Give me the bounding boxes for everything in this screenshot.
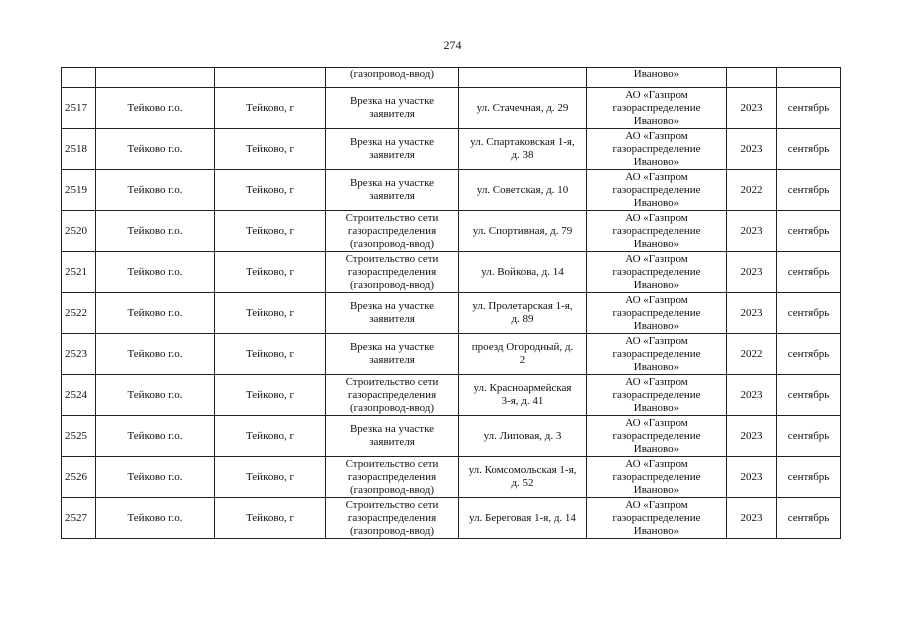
work-type-cell: Врезка на участке заявителя — [326, 88, 459, 129]
locality-cell: Тейково, г — [215, 252, 326, 293]
table-row — [62, 88, 841, 129]
organization-cell: АО «Газпром газораспределение Иваново» — [587, 252, 727, 293]
table-row — [62, 334, 841, 375]
row-number-cell: 2524 — [62, 375, 96, 416]
table-row — [62, 170, 841, 211]
table-row — [62, 293, 841, 334]
locality-cell: Тейково, г — [215, 170, 326, 211]
work-type-cell: Строительство сети газораспределения (газопровод-ввод) — [326, 211, 459, 252]
organization-cell: АО «Газпром газораспределение Иваново» — [587, 416, 727, 457]
address-cell: ул. Красноармейская 3-я, д. 41 — [459, 375, 587, 416]
municipality-cell: Тейково г.о. — [96, 416, 215, 457]
organization-cell: АО «Газпром газораспределение Иваново» — [587, 88, 727, 129]
municipality-cell: Тейково г.о. — [96, 88, 215, 129]
table-row — [62, 416, 841, 457]
work-type-cell: Строительство сети газораспределения (газопровод-ввод) — [326, 498, 459, 539]
organization-cell: Иваново» — [587, 68, 727, 88]
month-cell: сентябрь — [777, 293, 841, 334]
month-cell: сентябрь — [777, 129, 841, 170]
year-cell: 2023 — [727, 457, 777, 498]
row-number-cell: 2519 — [62, 170, 96, 211]
work-type-cell: Врезка на участке заявителя — [326, 129, 459, 170]
locality-cell: Тейково, г — [215, 293, 326, 334]
year-cell: 2023 — [727, 129, 777, 170]
work-type-cell: Строительство сети газораспределения (газопровод-ввод) — [326, 375, 459, 416]
locality-cell: Тейково, г — [215, 88, 326, 129]
row-number-cell: 2527 — [62, 498, 96, 539]
municipality-cell: Тейково г.о. — [96, 252, 215, 293]
address-cell: ул. Стачечная, д. 29 — [459, 88, 587, 129]
municipality-cell — [96, 68, 215, 88]
table-row — [62, 498, 841, 539]
address-cell: ул. Пролетарская 1-я, д. 89 — [459, 293, 587, 334]
work-type-cell: Врезка на участке заявителя — [326, 416, 459, 457]
month-cell: сентябрь — [777, 334, 841, 375]
address-cell: ул. Комсомольская 1-я, д. 52 — [459, 457, 587, 498]
year-cell: 2022 — [727, 334, 777, 375]
row-number-cell: 2522 — [62, 293, 96, 334]
year-cell: 2023 — [727, 498, 777, 539]
work-type-cell: (газопровод-ввод) — [326, 68, 459, 88]
table-row — [62, 252, 841, 293]
organization-cell: АО «Газпром газораспределение Иваново» — [587, 129, 727, 170]
address-cell: ул. Войкова, д. 14 — [459, 252, 587, 293]
month-cell: сентябрь — [777, 88, 841, 129]
year-cell: 2023 — [727, 375, 777, 416]
organization-cell: АО «Газпром газораспределение Иваново» — [587, 293, 727, 334]
document-table — [61, 67, 841, 539]
row-number-cell: 2520 — [62, 211, 96, 252]
organization-cell: АО «Газпром газораспределение Иваново» — [587, 375, 727, 416]
address-cell: ул. Липовая, д. 3 — [459, 416, 587, 457]
locality-cell: Тейково, г — [215, 457, 326, 498]
organization-cell: АО «Газпром газораспределение Иваново» — [587, 498, 727, 539]
locality-cell: Тейково, г — [215, 211, 326, 252]
locality-cell: Тейково, г — [215, 334, 326, 375]
year-cell: 2023 — [727, 211, 777, 252]
month-cell: сентябрь — [777, 375, 841, 416]
row-number-cell: 2526 — [62, 457, 96, 498]
municipality-cell: Тейково г.о. — [96, 211, 215, 252]
organization-cell: АО «Газпром газораспределение Иваново» — [587, 170, 727, 211]
month-cell: сентябрь — [777, 498, 841, 539]
row-number-cell: 2525 — [62, 416, 96, 457]
address-cell: ул. Береговая 1-я, д. 14 — [459, 498, 587, 539]
table-row-continuation — [62, 68, 841, 88]
row-number-cell: 2521 — [62, 252, 96, 293]
address-cell: ул. Советская, д. 10 — [459, 170, 587, 211]
row-number-cell: 2523 — [62, 334, 96, 375]
work-type-cell: Врезка на участке заявителя — [326, 170, 459, 211]
table-row — [62, 375, 841, 416]
municipality-cell: Тейково г.о. — [96, 170, 215, 211]
table-row — [62, 211, 841, 252]
organization-cell: АО «Газпром газораспределение Иваново» — [587, 211, 727, 252]
page-number: 274 — [443, 38, 462, 52]
year-cell: 2023 — [727, 416, 777, 457]
work-type-cell: Строительство сети газораспределения (газопровод-ввод) — [326, 457, 459, 498]
row-number-cell: 2517 — [62, 88, 96, 129]
municipality-cell: Тейково г.о. — [96, 129, 215, 170]
year-cell: 2023 — [727, 88, 777, 129]
organization-cell: АО «Газпром газораспределение Иваново» — [587, 334, 727, 375]
locality-cell — [215, 68, 326, 88]
address-cell: ул. Спартаковская 1-я, д. 38 — [459, 129, 587, 170]
row-number-cell — [62, 68, 96, 88]
work-type-cell: Врезка на участке заявителя — [326, 334, 459, 375]
municipality-cell: Тейково г.о. — [96, 334, 215, 375]
year-cell: 2023 — [727, 252, 777, 293]
address-cell: проезд Огородный, д. 2 — [459, 334, 587, 375]
month-cell: сентябрь — [777, 170, 841, 211]
locality-cell: Тейково, г — [215, 375, 326, 416]
organization-cell: АО «Газпром газораспределение Иваново» — [587, 457, 727, 498]
locality-cell: Тейково, г — [215, 498, 326, 539]
locality-cell: Тейково, г — [215, 129, 326, 170]
municipality-cell: Тейково г.о. — [96, 375, 215, 416]
month-cell: сентябрь — [777, 252, 841, 293]
table-row — [62, 129, 841, 170]
locality-cell: Тейково, г — [215, 416, 326, 457]
month-cell: сентябрь — [777, 457, 841, 498]
municipality-cell: Тейково г.о. — [96, 457, 215, 498]
work-type-cell: Строительство сети газораспределения (газопровод-ввод) — [326, 252, 459, 293]
month-cell: сентябрь — [777, 416, 841, 457]
year-cell: 2022 — [727, 170, 777, 211]
month-cell — [777, 68, 841, 88]
table-body — [62, 68, 841, 539]
year-cell — [727, 68, 777, 88]
table-row — [62, 457, 841, 498]
work-type-cell: Врезка на участке заявителя — [326, 293, 459, 334]
municipality-cell: Тейково г.о. — [96, 498, 215, 539]
municipality-cell: Тейково г.о. — [96, 293, 215, 334]
address-cell: ул. Спортивная, д. 79 — [459, 211, 587, 252]
address-cell — [459, 68, 587, 88]
year-cell: 2023 — [727, 293, 777, 334]
month-cell: сентябрь — [777, 211, 841, 252]
row-number-cell: 2518 — [62, 129, 96, 170]
